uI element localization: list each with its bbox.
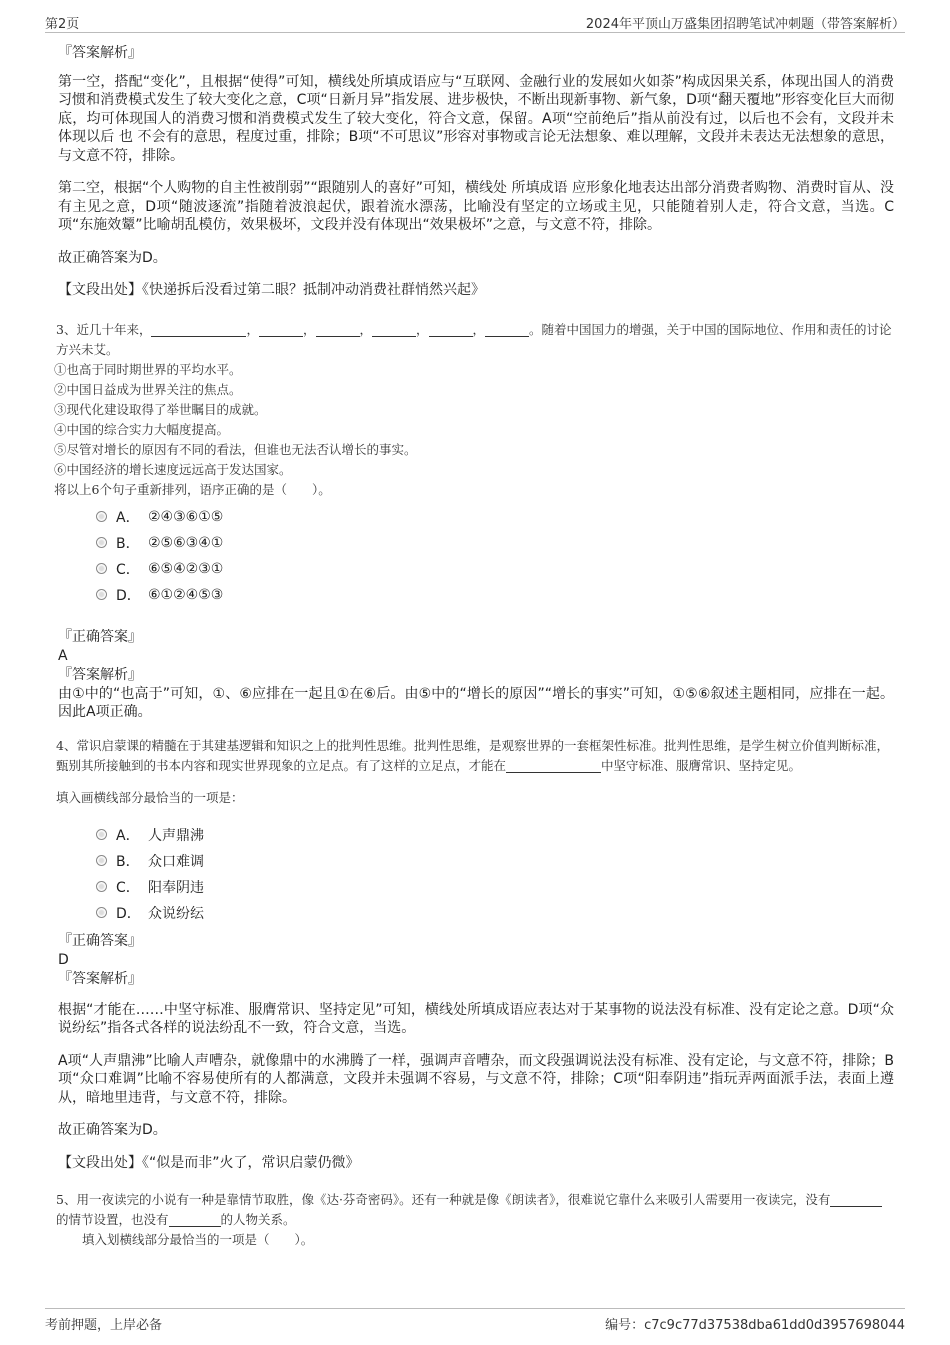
question-prompt: 将以上6个句子重新排列，语序正确的是（ ）。 <box>54 481 331 497</box>
statement: ②中国日益成为世界关注的焦点。 <box>54 381 242 397</box>
question-stem: 3、近几十年来， ， ， ， ， ， 。随着中国国力的增强，关于中国的国际地位、作用和责任的讨论方兴未艾。 <box>56 321 892 357</box>
document-title: 2024年平顶山万盛集团招聘笔试冲刺题（带答案解析） <box>585 17 905 32</box>
option-b[interactable]: B． 众口难调 <box>96 848 894 874</box>
question-prompt: 填入划横线部分最恰当的一项是（ ）。 <box>82 1232 314 1247</box>
option-b[interactable]: B． ②⑤⑥③④① <box>96 530 894 556</box>
option-c[interactable]: C． 阳奉阴违 <box>96 874 894 900</box>
correct-label: 『正确答案』 <box>58 932 142 949</box>
statement: ③现代化建设取得了举世瞩目的成就。 <box>54 401 267 417</box>
option-a[interactable]: A． 人声鼎沸 <box>96 822 894 848</box>
page-footer <box>45 1308 905 1331</box>
radio-icon[interactable] <box>96 855 107 866</box>
footer-slogan: 考前押题，上岸必备 <box>45 1318 163 1333</box>
option-a[interactable]: A． ②④③⑥①⑤ <box>96 504 894 530</box>
options <box>96 504 894 608</box>
document-body <box>56 44 894 1250</box>
options <box>96 822 894 926</box>
analysis-label: 『答案解析』 <box>58 45 142 61</box>
question-4 <box>56 736 894 1173</box>
page-header <box>45 10 905 33</box>
option-c[interactable]: C． ⑥⑤④②③① <box>96 556 894 582</box>
analysis-label: 『答案解析』 <box>58 970 142 987</box>
question-stem: 4、常识启蒙课的精髓在于其建基逻辑和知识之上的批判性思维。批判性思维，是观察世界的一套框架性标准。批判性思维，是学生树立价值判断标准，甄别其所接触到的书本内容和现实世界现象的立足点。有了这样的立足点，才能在 中坚守标准、服膺常识、坚持定见。 <box>56 737 889 773</box>
option-d[interactable]: D． 众说纷纭 <box>96 900 894 926</box>
source: 【文段出处】《快递拆后没看过第二眼？抵制冲动消费社群悄然兴起》 <box>58 282 485 298</box>
radio-icon[interactable] <box>96 563 107 574</box>
analysis-paragraph: 根据“才能在……中坚守标准、服膺常识、坚持定见”可知，横线处所填成语应表达对于某事物的说法没有标准、没有定论之意。D项“众说纷纭”指各式各样的说法纷乱不一致，符合文意，当选。 <box>58 1001 894 1036</box>
source: 【文段出处】《“似是而非”火了，常识启蒙仍微》 <box>58 1154 360 1171</box>
radio-icon[interactable] <box>96 881 107 892</box>
radio-icon[interactable] <box>96 511 107 522</box>
option-d[interactable]: D． ⑥①②④⑤③ <box>96 582 894 608</box>
radio-icon[interactable] <box>96 829 107 840</box>
radio-icon[interactable] <box>96 537 107 548</box>
page-number: 第2页 <box>45 17 80 32</box>
correct-answer: D <box>58 951 69 968</box>
radio-icon[interactable] <box>96 589 107 600</box>
statement: ⑤尽管对增长的原因有不同的看法，但谁也无法否认增长的事实。 <box>54 441 417 457</box>
correct-label: 『正确答案』 <box>58 628 142 645</box>
question-3 <box>56 320 894 722</box>
conclusion: 故正确答案为D。 <box>58 1122 167 1138</box>
document-code: 编号：c7c9c77d37538dba61dd0d3957698044 <box>605 1318 905 1333</box>
conclusion: 故正确答案为D。 <box>58 249 167 266</box>
correct-answer: A <box>58 647 68 664</box>
analysis-paragraph: A项“人声鼎沸”比喻人声嘈杂，就像鼎中的水沸腾了一样，强调声音嘈杂，而文段强调说法没有标准、没有定论，与文意不符，排除；B项“众口难调”比喻不容易使所有的人都满意，文段并未强调不容易，与文意不符，排除；C项“阳奉阴违”指玩弄两面派手法，表面上遵从，暗地里违背，与文意不符，排除。 <box>58 1052 894 1106</box>
statement: ⑥中国经济的增长速度远远高于发达国家。 <box>54 461 292 477</box>
question-stem: 5、用一夜读完的小说有一种是靠情节取胜，像《达·芬奇密码》。还有一种就是像《朗读者》，很难说它靠什么来吸引人需要用一夜读完，没有的情节设置，也没有 的人物关系。 <box>56 1190 894 1230</box>
statement: ①也高于同时期世界的平均水平。 <box>54 361 242 377</box>
analysis-paragraph: 由①中的“也高于”可知，①、⑥应排在一起且①在⑥后。由⑤中的“增长的原因”“增长的事实”可知，①⑤⑥叙述主题相同，应排在一起。因此A项正确。 <box>58 685 894 720</box>
statement: ④中国的综合实力大幅度提高。 <box>54 421 230 437</box>
analysis-label: 『答案解析』 <box>58 666 142 683</box>
question-5 <box>56 1190 894 1250</box>
analysis-paragraph: 第二空，根据“个人购物的自主性被削弱”“跟随别人的喜好”可知，横线处 所填成语 应形象化地表达出部分消费者购物、消费时盲从、没有主见之意，D项“随波逐流”指随着波浪起伏，跟着流水漂荡，比喻没有坚定的立场或主见，只能随着别人走，符合文意，当选。C项“东施效颦”比喻胡乱模仿，效果极坏，文段并没有体现出“效果极坏”之意，与文意不符，排除。 <box>58 180 894 233</box>
question-prompt: 填入画横线部分最恰当的一项是： <box>56 789 244 805</box>
radio-icon[interactable] <box>96 907 107 918</box>
analysis-paragraph: 第一空，搭配“变化”，且根据“使得”可知，横线处所填成语应与“互联网、金融行业的发展如火如荼”构成因果关系，体现出国人的消费习惯和消费模式发生了较大变化之意，C项“日新月异”指发展、进步极快，不断出现新事物、新气象，D项“翻天覆地”形容变化巨大而彻底，均可体现国人的消费习惯和消费模式发生了较大变化，符合文意，保留。A项“空前绝后”指从前没有过，以后也不会有，文段并未体现以后 也 不会有的意思，程度过重，排除；B项“不可思议”形容对事物或言论无法想象、难以理解，文段并未表达无法想象的意思，与文意不符，排除。 <box>58 73 894 164</box>
